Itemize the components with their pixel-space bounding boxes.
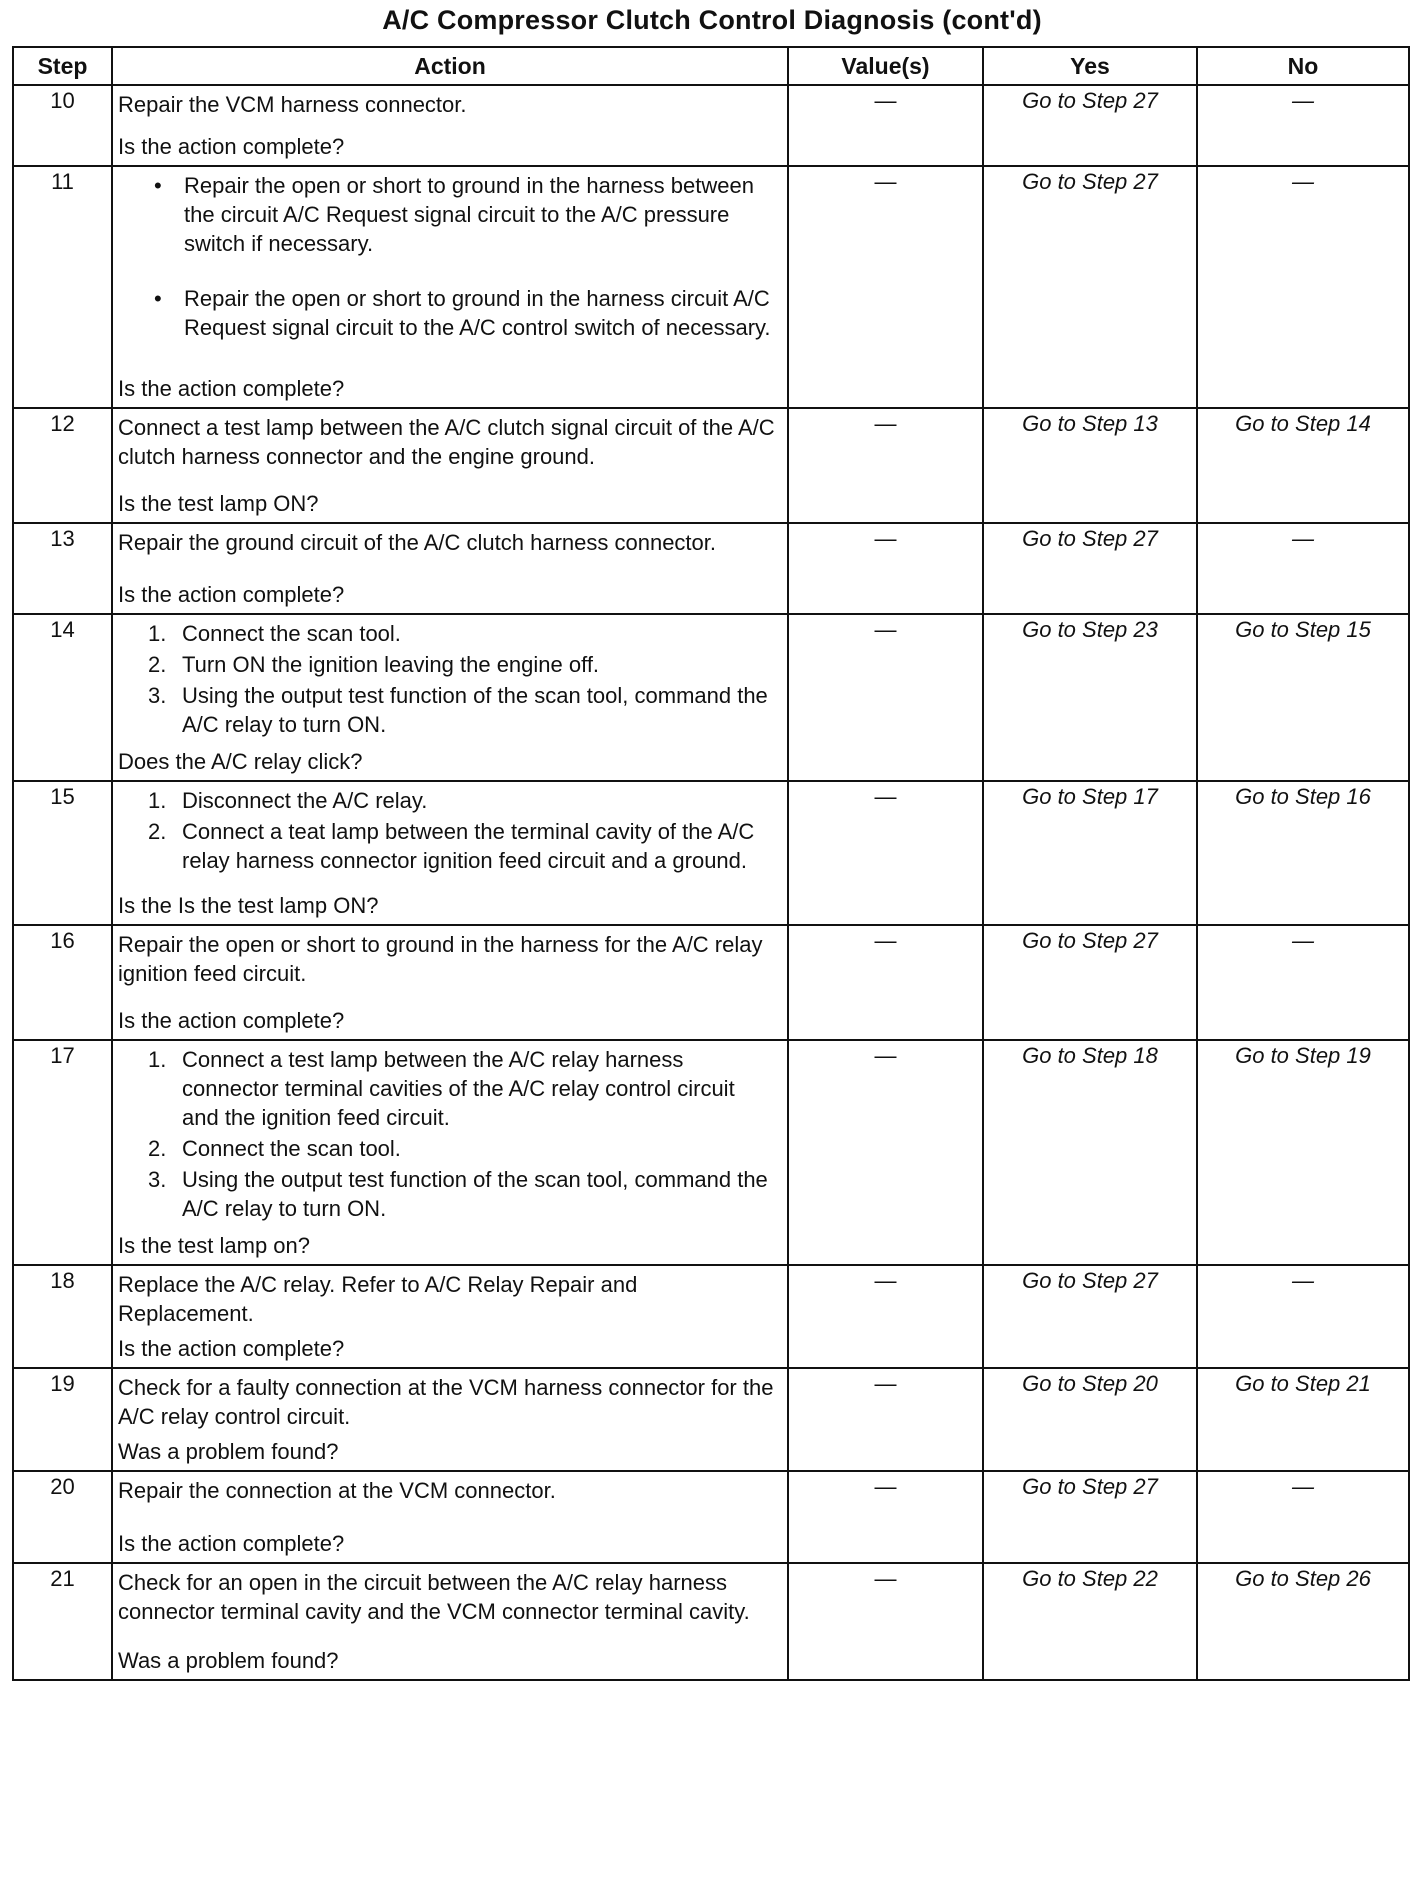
item-number: 1. (148, 621, 167, 646)
no-cell: Go to Step 26 (1197, 1563, 1409, 1680)
action-cell (112, 1040, 788, 1265)
yes-cell: Go to Step 22 (983, 1563, 1197, 1680)
action-instructions (118, 413, 777, 471)
value-cell: — (788, 523, 983, 614)
yes-cell: Go to Step 23 (983, 614, 1197, 781)
value-cell: — (788, 166, 983, 408)
table-row (13, 1368, 1409, 1471)
numbered-item (148, 650, 777, 679)
numbered-item (148, 1134, 777, 1163)
action-question: Is the action complete? (118, 1336, 345, 1361)
diagnosis-table (12, 46, 1410, 1681)
value-cell: — (788, 1040, 983, 1265)
value-cell: — (788, 925, 983, 1040)
item-text: Disconnect the A/C relay. (182, 788, 428, 813)
no-cell: — (1197, 166, 1409, 408)
yes-cell: Go to Step 27 (983, 1265, 1197, 1368)
yes-cell: Go to Step 13 (983, 408, 1197, 523)
header-no: No (1197, 47, 1409, 85)
item-number: 2. (148, 652, 167, 677)
item-number: 1. (148, 788, 167, 813)
action-cell (112, 85, 788, 166)
step-number: 21 (13, 1563, 112, 1680)
value-cell: — (788, 1471, 983, 1563)
action-cell (112, 1265, 788, 1368)
yes-cell: Go to Step 18 (983, 1040, 1197, 1265)
action-instructions (118, 90, 777, 119)
action-question: Is the action complete? (118, 1531, 345, 1556)
action-text: Repair the connection at the VCM connector. (118, 1478, 556, 1503)
action-content (118, 786, 777, 920)
header-yes: Yes (983, 47, 1197, 85)
item-text: Connect a teat lamp between the terminal cavity of the A/C relay harness connector ignition feed circuit and a ground. (182, 819, 755, 873)
action-instructions (118, 1476, 777, 1505)
table-row (13, 523, 1409, 614)
item-number: 3. (148, 1167, 167, 1192)
header-values: Value(s) (788, 47, 983, 85)
no-cell: — (1197, 1471, 1409, 1563)
action-cell (112, 1563, 788, 1680)
header-action: Action (112, 47, 788, 85)
table-row (13, 781, 1409, 925)
action-text: Check for a faulty connection at the VCM harness connector for the A/C relay control circuit. (118, 1375, 774, 1429)
no-cell: — (1197, 85, 1409, 166)
numbered-item (148, 1165, 777, 1223)
no-cell: Go to Step 19 (1197, 1040, 1409, 1265)
no-cell: Go to Step 21 (1197, 1368, 1409, 1471)
item-number: 2. (148, 1136, 167, 1161)
header-step: Step (13, 47, 112, 85)
numbered-item (148, 817, 777, 875)
value-cell: — (788, 85, 983, 166)
item-text: Connect the scan tool. (182, 1136, 401, 1161)
action-content (118, 1045, 777, 1260)
table-row (13, 1471, 1409, 1563)
step-number: 15 (13, 781, 112, 925)
action-content (118, 930, 777, 1035)
action-cell (112, 166, 788, 408)
step-number: 11 (13, 166, 112, 408)
action-instructions (118, 930, 777, 988)
yes-cell: Go to Step 27 (983, 523, 1197, 614)
action-text: Connect a test lamp between the A/C clutch signal circuit of the A/C clutch harness connector and the engine ground. (118, 415, 775, 469)
table-row (13, 85, 1409, 166)
numbered-item (148, 681, 777, 739)
table-row (13, 408, 1409, 523)
table-row (13, 166, 1409, 408)
action-instructions (118, 1373, 777, 1431)
no-cell: — (1197, 1265, 1409, 1368)
step-number: 13 (13, 523, 112, 614)
table-header-row (13, 47, 1409, 85)
action-cell (112, 1471, 788, 1563)
action-content (118, 90, 777, 161)
table-row (13, 1040, 1409, 1265)
numbered-list (118, 619, 777, 739)
numbered-list (118, 1045, 777, 1223)
item-text: Connect the scan tool. (182, 621, 401, 646)
action-cell (112, 925, 788, 1040)
step-number: 12 (13, 408, 112, 523)
action-question: Is the Is the test lamp ON? (118, 893, 379, 918)
no-cell: Go to Step 14 (1197, 408, 1409, 523)
action-question: Was a problem found? (118, 1439, 339, 1464)
action-instructions (118, 1045, 777, 1225)
no-cell: Go to Step 16 (1197, 781, 1409, 925)
action-content (118, 1568, 777, 1675)
bullet-item: • Repair the open or short to ground in the harness circuit A/C Request signal circuit to the A/C control switch of necessary. (154, 284, 777, 342)
step-number: 16 (13, 925, 112, 1040)
action-instructions (118, 1270, 777, 1328)
no-cell: Go to Step 15 (1197, 614, 1409, 781)
action-cell (112, 408, 788, 523)
action-instructions (118, 171, 777, 368)
item-text: Using the output test function of the scan tool, command the A/C relay to turn ON. (182, 1167, 768, 1221)
item-text: Connect a test lamp between the A/C relay harness connector terminal cavities of the A/C relay control circuit and the ignition feed circuit. (182, 1047, 735, 1130)
action-question: Is the action complete? (118, 1008, 345, 1033)
action-cell (112, 781, 788, 925)
yes-cell: Go to Step 27 (983, 85, 1197, 166)
yes-cell: Go to Step 17 (983, 781, 1197, 925)
value-cell: — (788, 781, 983, 925)
action-content (118, 413, 777, 518)
value-cell: — (788, 614, 983, 781)
item-number: 1. (148, 1047, 167, 1072)
action-question: Is the action complete? (118, 582, 345, 607)
step-number: 10 (13, 85, 112, 166)
action-instructions (118, 1568, 777, 1626)
table-row (13, 614, 1409, 781)
action-content (118, 1373, 777, 1466)
page-title: A/C Compressor Clutch Control Diagnosis (cont'd) (382, 5, 1042, 35)
yes-cell: Go to Step 20 (983, 1368, 1197, 1471)
action-instructions (118, 786, 777, 877)
step-number: 17 (13, 1040, 112, 1265)
bullet-list (118, 171, 777, 342)
item-number: 3. (148, 683, 167, 708)
step-number: 19 (13, 1368, 112, 1471)
action-question: Is the action complete? (118, 134, 345, 159)
action-text: Replace the A/C relay. Refer to A/C Relay Repair and Replacement. (118, 1272, 638, 1326)
bullet-item: • Repair the open or short to ground in the harness between the circuit A/C Request signal circuit to the A/C pressure switch if necessary. (154, 171, 777, 258)
action-cell (112, 1368, 788, 1471)
action-content (118, 528, 777, 609)
step-number: 20 (13, 1471, 112, 1563)
action-question: Was a problem found? (118, 1648, 339, 1673)
action-text: Repair the VCM harness connector. (118, 92, 467, 117)
action-content (118, 1270, 777, 1363)
action-content (118, 1476, 777, 1558)
value-cell: — (788, 1368, 983, 1471)
item-number: 2. (148, 819, 167, 844)
action-text: Repair the open or short to ground in the harness for the A/C relay ignition feed circuit. (118, 932, 763, 986)
table-row (13, 1563, 1409, 1680)
action-question: Is the action complete? (118, 376, 345, 401)
action-text: Repair the ground circuit of the A/C clutch harness connector. (118, 530, 716, 555)
action-question: Does the A/C relay click? (118, 749, 363, 774)
step-number: 14 (13, 614, 112, 781)
action-content (118, 171, 777, 403)
table-row (13, 1265, 1409, 1368)
table-row (13, 925, 1409, 1040)
value-cell: — (788, 408, 983, 523)
table-body (13, 85, 1409, 1680)
no-cell: — (1197, 925, 1409, 1040)
action-text: Check for an open in the circuit between the A/C relay harness connector terminal cavity and the VCM connector terminal cavity. (118, 1570, 750, 1624)
action-cell (112, 614, 788, 781)
action-cell (112, 523, 788, 614)
numbered-list (118, 786, 777, 875)
numbered-item (148, 786, 777, 815)
value-cell: — (788, 1563, 983, 1680)
action-instructions (118, 619, 777, 741)
yes-cell: Go to Step 27 (983, 1471, 1197, 1563)
step-number: 18 (13, 1265, 112, 1368)
no-cell: — (1197, 523, 1409, 614)
action-content (118, 619, 777, 776)
numbered-item (148, 619, 777, 648)
item-text: Using the output test function of the scan tool, command the A/C relay to turn ON. (182, 683, 768, 737)
item-text: Turn ON the ignition leaving the engine off. (182, 652, 600, 677)
numbered-item (148, 1045, 777, 1132)
action-question: Is the test lamp ON? (118, 491, 319, 516)
action-question: Is the test lamp on? (118, 1233, 310, 1258)
yes-cell: Go to Step 27 (983, 166, 1197, 408)
value-cell: — (788, 1265, 983, 1368)
action-instructions (118, 528, 777, 557)
yes-cell: Go to Step 27 (983, 925, 1197, 1040)
